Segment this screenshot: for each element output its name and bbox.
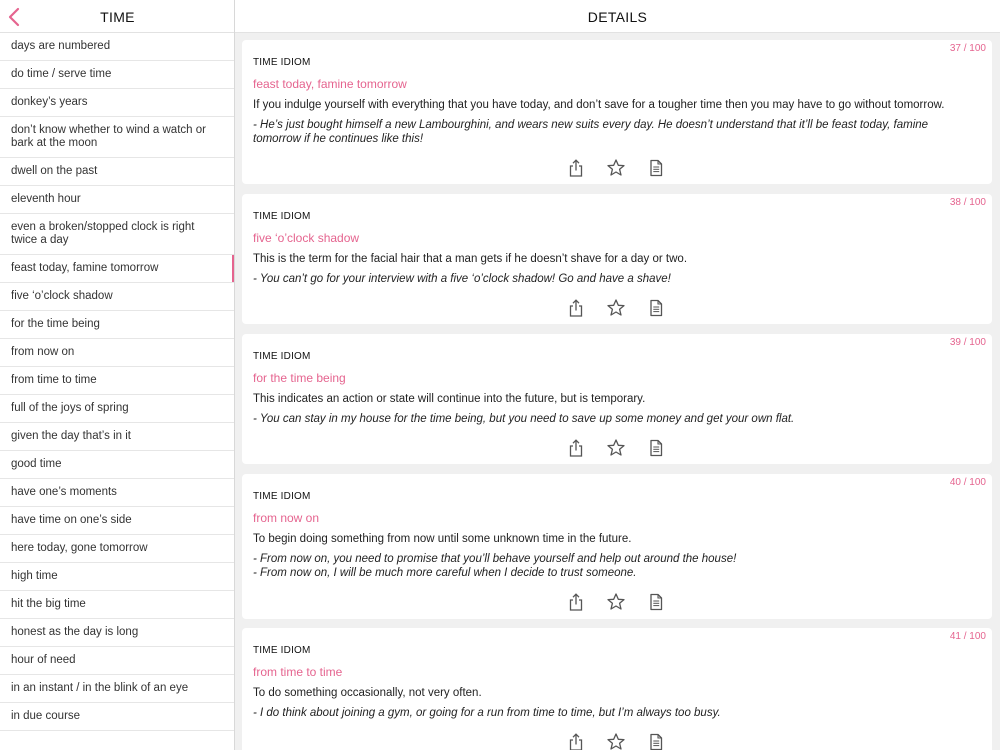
card-type-label: TIME IDIOM xyxy=(253,211,311,222)
list-item-label: hit the big time xyxy=(11,598,86,610)
favorite-button[interactable] xyxy=(606,438,626,458)
notes-button[interactable] xyxy=(646,298,666,318)
list-item[interactable] xyxy=(0,214,235,255)
document-icon xyxy=(646,158,666,178)
list-item-label: here today, gone tomorrow xyxy=(11,542,148,554)
list-item-label: donkey’s years xyxy=(11,96,88,108)
list-item[interactable] xyxy=(0,89,235,117)
card-definition: This indicates an action or state will continue into the future, but is temporary. xyxy=(253,393,646,405)
star-icon xyxy=(606,438,626,458)
favorite-button[interactable] xyxy=(606,592,626,612)
list-item[interactable] xyxy=(0,255,235,283)
card-idiom: for the time being xyxy=(253,371,346,385)
idiom-card xyxy=(242,628,992,750)
card-idiom: five ‘o’clock shadow xyxy=(253,231,360,245)
card-counter: 38 / 100 xyxy=(949,197,986,208)
list-item-label: dwell on the past xyxy=(11,165,98,177)
card-examples xyxy=(253,119,978,146)
favorite-button[interactable] xyxy=(606,158,626,178)
card-idiom: feast today, famine tomorrow xyxy=(253,77,407,91)
notes-button[interactable] xyxy=(646,438,666,458)
share-button[interactable] xyxy=(566,438,586,458)
star-icon xyxy=(606,158,626,178)
card-counter: 41 / 100 xyxy=(949,631,986,642)
share-button[interactable] xyxy=(566,732,586,750)
notes-button[interactable] xyxy=(646,732,666,750)
list-item[interactable] xyxy=(0,367,235,395)
card-counter: 37 / 100 xyxy=(949,43,986,54)
card-idiom: from now on xyxy=(253,511,320,525)
share-button[interactable] xyxy=(566,298,586,318)
card-examples xyxy=(253,413,978,427)
share-icon xyxy=(566,438,586,458)
idiom-list xyxy=(0,19,235,731)
favorite-button[interactable] xyxy=(606,732,626,750)
sidebar-title: TIME xyxy=(100,9,135,25)
card-actions xyxy=(242,732,992,750)
sidebar-header xyxy=(0,0,235,33)
star-icon xyxy=(606,592,626,612)
list-item[interactable] xyxy=(0,703,235,731)
notes-button[interactable] xyxy=(646,592,666,612)
list-item[interactable] xyxy=(0,591,235,619)
card-example: - You can stay in my house for the time being, but you need to save up some money and get your own flat. xyxy=(253,413,795,425)
list-item[interactable] xyxy=(0,423,235,451)
share-icon xyxy=(566,732,586,750)
card-examples xyxy=(253,707,978,721)
card-actions xyxy=(242,298,992,318)
details-pane xyxy=(235,0,1000,750)
list-item-label: do time / serve time xyxy=(11,68,112,80)
list-item[interactable] xyxy=(0,311,235,339)
list-item[interactable] xyxy=(0,33,235,61)
card-example: - You can’t go for your interview with a five ‘o’clock shadow! Go and have a shave! xyxy=(253,273,671,285)
list-item[interactable] xyxy=(0,675,235,703)
list-item-label: eleventh hour xyxy=(11,193,81,205)
list-item-label: hour of need xyxy=(11,654,76,666)
share-icon xyxy=(566,298,586,318)
details-title: DETAILS xyxy=(587,9,648,25)
list-item-label: have time on one’s side xyxy=(11,514,132,526)
card-definition: If you indulge yourself with everything that you have today, and don’t save for a tougher time then you may have to go without tomorrow. xyxy=(253,99,945,111)
card-definition: To begin doing something from now until some unknown time in the future. xyxy=(253,533,632,545)
list-item-label: don’t know whether to wind a watch or bark at the moon xyxy=(11,124,206,149)
document-icon xyxy=(646,298,666,318)
list-item-label: good time xyxy=(11,458,62,470)
list-item[interactable] xyxy=(0,186,235,214)
document-icon xyxy=(646,438,666,458)
list-item-label: five ‘o’clock shadow xyxy=(11,290,113,302)
document-icon xyxy=(646,592,666,612)
card-examples xyxy=(253,553,978,580)
list-item-label: honest as the day is long xyxy=(11,626,139,638)
share-icon xyxy=(566,592,586,612)
star-icon xyxy=(606,732,626,750)
card-example: - From now on, I will be much more careful when I decide to trust someone. xyxy=(253,566,637,579)
list-item[interactable] xyxy=(0,158,235,186)
favorite-button[interactable] xyxy=(606,298,626,318)
list-item-label: days are numbered xyxy=(11,40,111,52)
card-type-label: TIME IDIOM xyxy=(253,57,311,68)
list-item-label: even a broken/stopped clock is right twice a day xyxy=(11,221,195,246)
card-example: - He’s just bought himself a new Lambourghini, and wears new suits every day. He doesn’t understand that it’ll be feast today, famine tomorrow if he continues like this! xyxy=(253,119,929,145)
card-actions xyxy=(242,592,992,612)
list-item[interactable] xyxy=(0,339,235,367)
details-header xyxy=(235,0,1000,33)
card-definition: To do something occasionally, not very often. xyxy=(253,687,482,699)
idiom-card xyxy=(242,194,992,324)
list-item-label: from time to time xyxy=(11,374,97,386)
list-item[interactable] xyxy=(0,563,235,591)
list-item-label: feast today, famine tomorrow xyxy=(11,262,159,274)
list-item[interactable] xyxy=(0,61,235,89)
list-item-label: full of the joys of spring xyxy=(11,402,129,414)
list-item-label: have one’s moments xyxy=(11,486,117,498)
card-example: - I do think about joining a gym, or going for a run from time to time, but I’m always too busy. xyxy=(253,707,721,719)
list-item[interactable] xyxy=(0,507,235,535)
document-icon xyxy=(646,732,666,750)
list-item-label: in due course xyxy=(11,710,81,722)
list-item[interactable] xyxy=(0,283,235,311)
share-button[interactable] xyxy=(566,158,586,178)
share-icon xyxy=(566,158,586,178)
list-item-label: given the day that’s in it xyxy=(11,430,131,442)
card-actions xyxy=(242,158,992,178)
idiom-card xyxy=(242,474,992,619)
list-item[interactable] xyxy=(0,619,235,647)
idiom-card xyxy=(242,334,992,464)
list-item-label: for the time being xyxy=(11,318,100,330)
card-definition: This is the term for the facial hair that a man gets if he doesn’t shave for a day or two. xyxy=(253,253,688,265)
card-actions xyxy=(242,438,992,458)
list-item-label: in an instant / in the blink of an eye xyxy=(11,682,189,694)
list-item-label: from now on xyxy=(11,346,75,358)
star-icon xyxy=(606,298,626,318)
list-item[interactable] xyxy=(0,479,235,507)
card-idiom: from time to time xyxy=(253,665,343,679)
card-type-label: TIME IDIOM xyxy=(253,645,311,656)
list-item[interactable] xyxy=(0,117,235,158)
card-type-label: TIME IDIOM xyxy=(253,351,311,362)
share-button[interactable] xyxy=(566,592,586,612)
sidebar xyxy=(0,0,235,750)
idiom-card xyxy=(242,40,992,184)
list-item[interactable] xyxy=(0,647,235,675)
list-item[interactable] xyxy=(0,451,235,479)
list-item-label: high time xyxy=(11,570,58,582)
card-examples xyxy=(253,273,978,287)
list-item[interactable] xyxy=(0,535,235,563)
list-item[interactable] xyxy=(0,395,235,423)
notes-button[interactable] xyxy=(646,158,666,178)
card-type-label: TIME IDIOM xyxy=(253,491,311,502)
card-example: - From now on, you need to promise that you’ll behave yourself and help out around the house! xyxy=(253,553,737,565)
card-counter: 40 / 100 xyxy=(949,477,986,488)
card-counter: 39 / 100 xyxy=(949,337,986,348)
